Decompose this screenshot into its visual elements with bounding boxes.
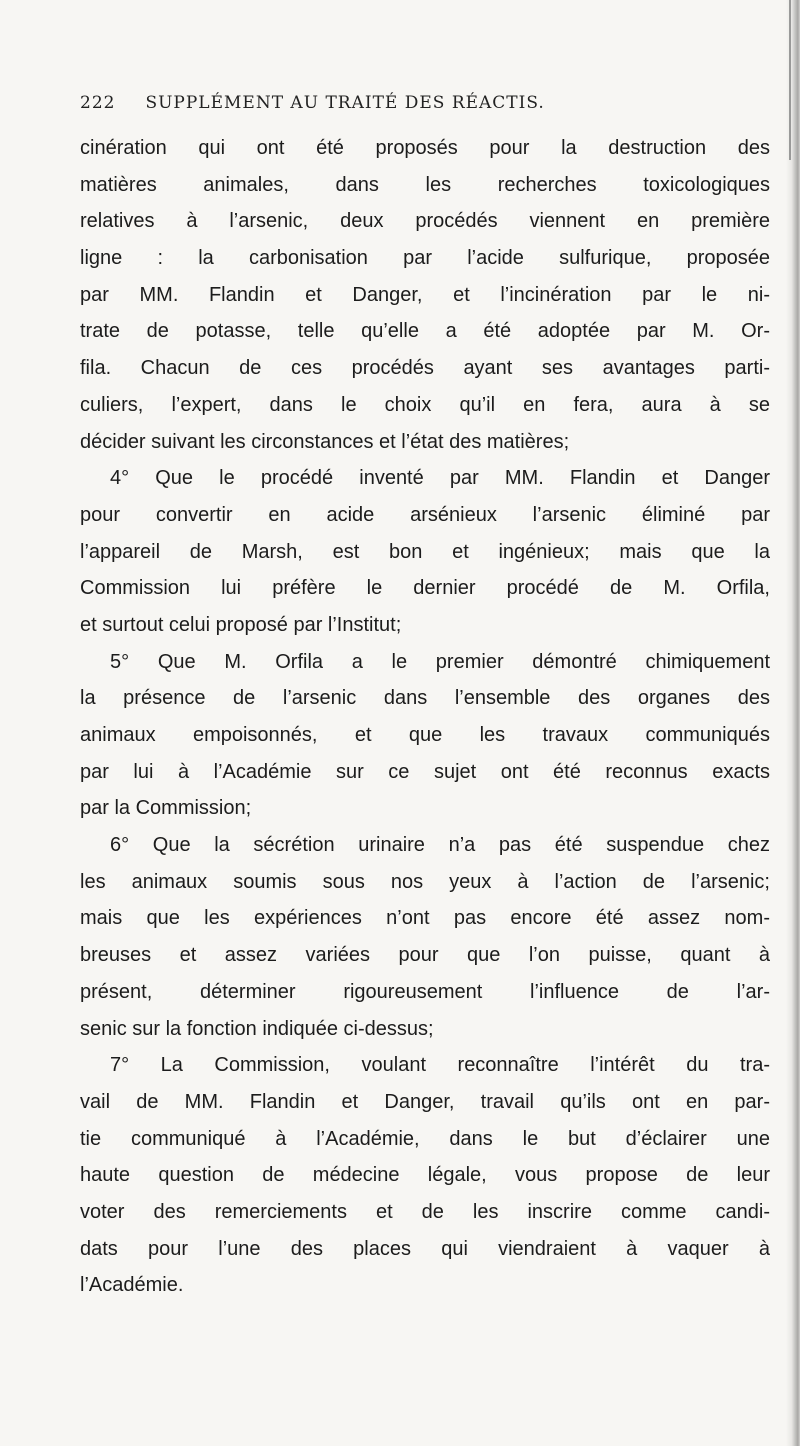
text-line: culiers, l’expert, dans le choix qu’il en fera, aura à se [80,393,770,416]
page-edge-shadow [786,0,800,1446]
text-line: et surtout celui proposé par l’Institut; [80,613,402,636]
text-line: matières animales, dans les recherches toxicologiques [80,173,770,196]
text-line: par MM. Flandin et Danger, et l’incinération par le ni- [80,283,770,306]
text-line: présent, déterminer rigoureusement l’influence de l’ar- [80,980,770,1003]
text-line: relatives à l’arsenic, deux procédés viennent en première [80,210,770,233]
text-line: fila. Chacun de ces procédés ayant ses avantages parti- [80,357,770,380]
text-line: pour convertir en acide arsénieux l’arsenic éliminé par [80,503,770,526]
body-text [80,130,770,1304]
text-line: animaux empoisonnés, et que les travaux communiqués [80,724,770,746]
text-line: mais que les expériences n’ont pas encore été assez nom- [80,907,770,930]
paragraph-5-first-line: 5° Que M. Orfila a le premier démontré chimiquement [110,650,770,673]
text-line: par lui à l’Académie sur ce sujet ont été reconnus exacts [80,760,770,783]
paragraph-6-first-line: 6° Que la sécrétion urinaire n’a pas été suspendue chez [110,834,770,857]
paragraph-4-first-line: 4° Que le procédé inventé par MM. Flandin et Danger [110,467,770,490]
text-line: tie communiqué à l’Académie, dans le but d’éclairer une [80,1127,770,1150]
text-line: senic sur la fonction indiquée ci-dessus; [80,1017,434,1040]
page-number: 222 [80,93,116,113]
text-line: vail de MM. Flandin et Danger, travail qu’ils ont en par- [80,1090,770,1113]
text-line: décider suivant les circonstances et l’état des matières; [80,430,570,453]
page-edge-line [789,0,791,160]
text-line: dats pour l’une des places qui viendraient à vaquer à [80,1237,770,1260]
text-line: haute question de médecine légale, vous propose de leur [80,1164,770,1187]
text-line: cinération qui ont été proposés pour la destruction des [80,137,770,159]
text-line: l’appareil de Marsh, est bon et ingénieux; mais que la [80,540,770,563]
running-title: SUPPLÉMENT AU TRAITÉ DES RÉACTIS. [145,93,545,113]
text-line: l’Académie. [80,1274,184,1297]
text-line: ligne : la carbonisation par l’acide sulfurique, proposée [80,247,770,270]
paragraph-7-first-line: 7° La Commission, voulant reconnaître l’intérêt du tra- [110,1054,770,1077]
text-line: les animaux soumis sous nos yeux à l’action de l’arsenic; [80,870,770,893]
text-line: Commission lui préfère le dernier procédé de M. Orfila, [80,577,770,600]
text-line: la présence de l’arsenic dans l’ensemble des organes des [80,687,770,710]
text-line: par la Commission; [80,797,252,820]
text-line: voter des remerciements et de les inscrire comme candi- [80,1200,770,1223]
text-line: breuses et assez variées pour que l’on puisse, quant à [80,944,770,967]
text-line: trate de potasse, telle qu’elle a été adoptée par M. Or- [80,320,770,343]
running-header [80,93,760,123]
